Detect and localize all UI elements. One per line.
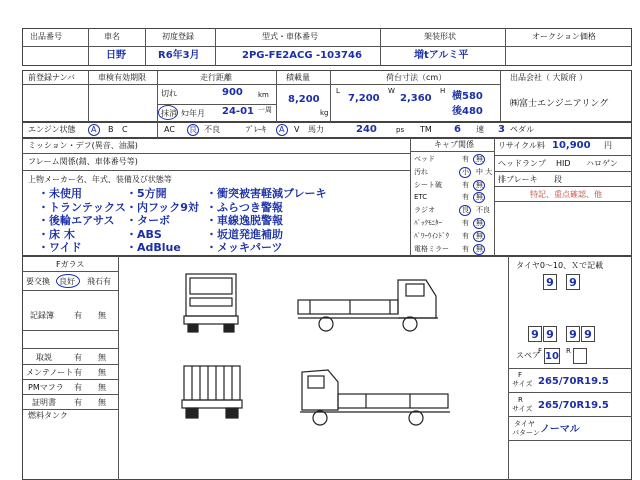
cab-item-label: ﾊﾞｯｸﾓﾆﾀｰ [414,219,442,227]
seller-label: 出品会社（ 大阪府 ） [510,73,588,82]
col-line [215,28,216,66]
row-line [494,201,632,202]
W-value: 2,360 [400,93,432,104]
cab-item-opt-b: 無 [476,244,483,253]
truck-diagram [120,262,506,472]
col-line [380,28,381,66]
cab-item-circle [473,244,485,255]
cab-item-opt-b: 無 [476,180,483,189]
feature-item: ・床 木 [38,227,75,241]
col-line [88,70,89,122]
brake-a: A [279,125,285,134]
cab-item-opt-b: 無 [476,193,483,202]
pm-label: PMマフラ [28,383,64,392]
taco-label: ﾀｺ年月 [181,109,205,118]
cab-item-circle [459,167,471,178]
brake-label: ﾌﾞﾚｰｷ [246,125,266,134]
feature-item: ・メッキパーツ [206,241,283,254]
truck-side-view-left [300,370,450,425]
row-line [22,290,118,291]
tyre-spare-R [573,348,587,364]
col-line [505,28,506,66]
capacity-value: 8,200 [288,94,320,105]
feature-item: ・衝突被害軽減ブレーキ [206,187,327,200]
feature-item: ・トランテックス [38,200,126,214]
col-line [88,28,89,66]
header-label-firstreg: 初度登録 [162,32,194,41]
cab-item-label: 汚れ [414,167,428,176]
fglass-label: Fガラス [56,260,85,269]
col-line [500,70,501,122]
pattern: ノーマル [540,424,580,435]
pattern-label-1: タイヤ [514,420,535,428]
record-label: 記録簿 [30,311,54,320]
H-rear: 後480 [452,106,483,117]
replace-label: 要交換 [26,277,50,286]
feature-item: ・AdBlue [126,241,181,254]
mente-nashi: 無 [98,368,106,377]
prev-plate-label: 前登録ナンバ [28,73,76,82]
chip-label: 飛石有 [87,277,111,286]
hp-value: 240 [356,124,377,135]
f-size-label-1: F [518,371,523,379]
first-reg: R6年3月 [158,50,200,61]
f-size: 265/70R19.5 [538,376,609,387]
col-line [118,256,119,480]
tyre-rear-1: 9 [528,326,542,342]
recycle-value: 10,900 [552,140,591,151]
row-line [410,151,494,152]
row-line [22,271,118,272]
spare-F-label: F [538,347,543,355]
ps-unit: ps [396,126,405,134]
col-line [157,122,158,138]
cert-label: 証明書 [32,398,56,407]
W-label: W [388,87,395,95]
row-line [22,348,118,349]
pedal-label: ペダル [510,125,534,134]
cab-item-label: ベッド [414,155,435,163]
feature-item: ・ABS [126,227,162,241]
pattern-label-2: パターン [512,429,540,437]
feature-item: ・車線逸脱警報 [206,214,283,227]
r-size: 265/70R19.5 [538,400,609,411]
row-line [494,171,632,172]
engine-a: A [91,125,97,134]
col-line [410,138,411,256]
hp-label: 馬力 [308,125,324,134]
row-line [22,409,118,410]
cab-item-label: ラジオ [414,206,435,215]
cab-item-opt-a: 有 [462,231,469,240]
cert-nashi: 無 [98,398,106,407]
engine-row [22,122,632,138]
tyre-rear-3: 9 [566,326,580,342]
isshu-label: 一周 [258,106,272,114]
row-line [22,330,118,331]
cab-item-opt-a: 有 [462,180,469,189]
spare-label: スペア [516,351,540,360]
record-ari: 有 [74,311,82,320]
feature-item: ・ワイド [38,241,82,254]
capacity-label: 積載量 [286,73,310,82]
mileage-value: 900 [222,87,243,98]
header-label-model: 型式・車体番号 [262,32,318,41]
row-line [22,153,410,154]
feature-item: ・未使用 [38,187,82,200]
mente-label: メンテノート [26,368,74,377]
special-label: 特記、重点確認、他 [530,190,602,199]
pedal-value: 3 [498,124,505,135]
row-line [494,155,632,156]
cab-item-label: ETC [414,193,428,202]
cab-item-opt-a: 良 [462,206,469,215]
truck-rear-view [182,366,242,418]
engine-label: エンジン状態 [28,125,76,134]
feature-item: ・内フック9対 [126,200,199,214]
taco-value: 24-01 [222,106,254,117]
cab-item-opt-b: 無 [476,231,483,240]
cab-item-opt-b: 中 大 [476,167,493,176]
seller-name: ㈱富士エンジニアリング [510,99,609,109]
engine-c: C [122,125,128,134]
cab-item-opt-a: 小 [462,167,469,176]
cab-item-label: 電格ミラー [414,244,449,253]
col-line [330,70,331,122]
header-label-price: オークション価格 [532,32,596,41]
tyre-rear-4: 9 [581,326,595,342]
model-chassis: 2PG-FE2ACG -103746 [242,50,362,61]
pm-ari: 有 [74,383,82,392]
soku-label: 速 [476,125,484,134]
ex-brake-label: 排ブレーキ [498,175,538,184]
cab-item-circle [473,154,485,165]
L-label: L [336,87,340,95]
halogen-label: ハロゲン [586,159,618,168]
good-label: 良好 [59,277,75,286]
col-line [276,70,277,122]
manual-label: 取説 [36,353,52,362]
feature-item: ・坂道発進補助 [206,227,283,241]
record-nashi: 無 [98,311,106,320]
massho-circle [158,105,178,120]
row-line [22,394,118,395]
f-size-label-2: サイズ [512,380,533,388]
feature-item: ・5方開 [126,187,167,200]
maker: 日野 [106,50,126,61]
cab-item-circle [473,180,485,191]
equip-title: 上物メーカー名、年式、装備及び状態等 [28,175,172,184]
manual-ari: 有 [74,353,82,362]
header-label-body: 架装形状 [424,32,456,41]
r-size-label-2: サイズ [512,405,533,413]
row-line [22,170,410,171]
L-value: 7,200 [348,93,380,104]
tm-label: TM [420,125,432,134]
H-label: H [440,87,446,95]
feature-item: ・後輪エアサス [38,214,115,227]
brake-v: V [294,125,300,134]
ac-bad: 不良 [204,125,220,134]
recycle-label: リサイクル料 [498,141,545,150]
massho-label: 抹消 [161,109,177,118]
cab-title: キャブ関係 [434,140,474,149]
feature-item: ・ふらつき警報 [206,200,283,214]
cab-item-label: ﾊﾟﾜｰｳｲﾝﾄﾞｳ [414,231,449,240]
col-line [145,28,146,66]
H-front: 横580 [452,91,483,102]
row-line [157,104,276,105]
truck-side-view-right [298,280,438,331]
spare-R-label: R [566,347,571,355]
manual-nashi: 無 [98,353,106,362]
cert-ari: 有 [74,398,82,407]
cab-item-circle [473,231,485,242]
cab-item-opt-a: 有 [462,219,469,227]
cab-item-opt-b: 無 [476,155,483,163]
km-unit: km [258,91,269,99]
r-size-label-1: R [518,396,523,404]
inspection-label: 車検有効期限 [98,73,146,82]
cab-item-opt-b: 無 [476,219,483,227]
row-line [508,416,632,417]
tm-value: 6 [454,124,461,135]
cargo-dims-label: 荷台寸法（cm） [386,73,447,82]
tank-label: 燃料タンク [28,411,68,420]
mission-label: ミッション・デフ(異音、油漏) [28,141,138,150]
hid-label: HID [556,159,571,168]
header-label-lot: 出品番号 [30,32,62,41]
body-type: 増tアルミ平 [414,50,469,61]
ac-good: 良 [189,125,197,134]
row-line [22,379,118,380]
tyre-rear-2: 9 [543,326,557,342]
pm-nashi: 無 [98,383,106,392]
header-label-car: 車名 [104,32,120,41]
cab-item-opt-a: 有 [462,244,469,253]
row-line [22,364,118,365]
truck-front-view [184,274,238,332]
row-line [508,392,632,393]
mileage-label: 走行距離 [200,73,232,82]
ac-label: AC [164,125,175,134]
cab-item-opt-b: 不良 [476,206,490,215]
row-line [508,368,632,369]
tyre-front-right: 9 [566,274,580,290]
cab-item-label: シート破 [414,180,442,189]
tyre-front-left: 9 [543,274,557,290]
tyre-spare-F: 10 [544,348,560,364]
headlamp-label: ヘッドランプ [498,159,546,168]
mente-ari: 有 [74,368,82,377]
cab-item-opt-a: 有 [462,155,469,163]
feature-item: ・ターボ [126,214,170,227]
kg-unit: kg [320,109,329,117]
row-line [508,440,632,441]
cab-item-opt-a: 有 [462,193,469,202]
cab-item-circle [473,218,485,229]
row-line [494,186,632,187]
tyre-title: タイヤ0〜10、Ｘで記載 [516,261,604,270]
yen-unit: 円 [604,141,612,150]
kire-label: 切れ [161,89,177,98]
engine-b: B [108,125,114,134]
dan-label: 段 [554,175,562,184]
row-line [22,84,500,85]
header-divider [22,46,632,47]
frame-label: フレーム関係(錆、車体番号等) [28,157,138,166]
